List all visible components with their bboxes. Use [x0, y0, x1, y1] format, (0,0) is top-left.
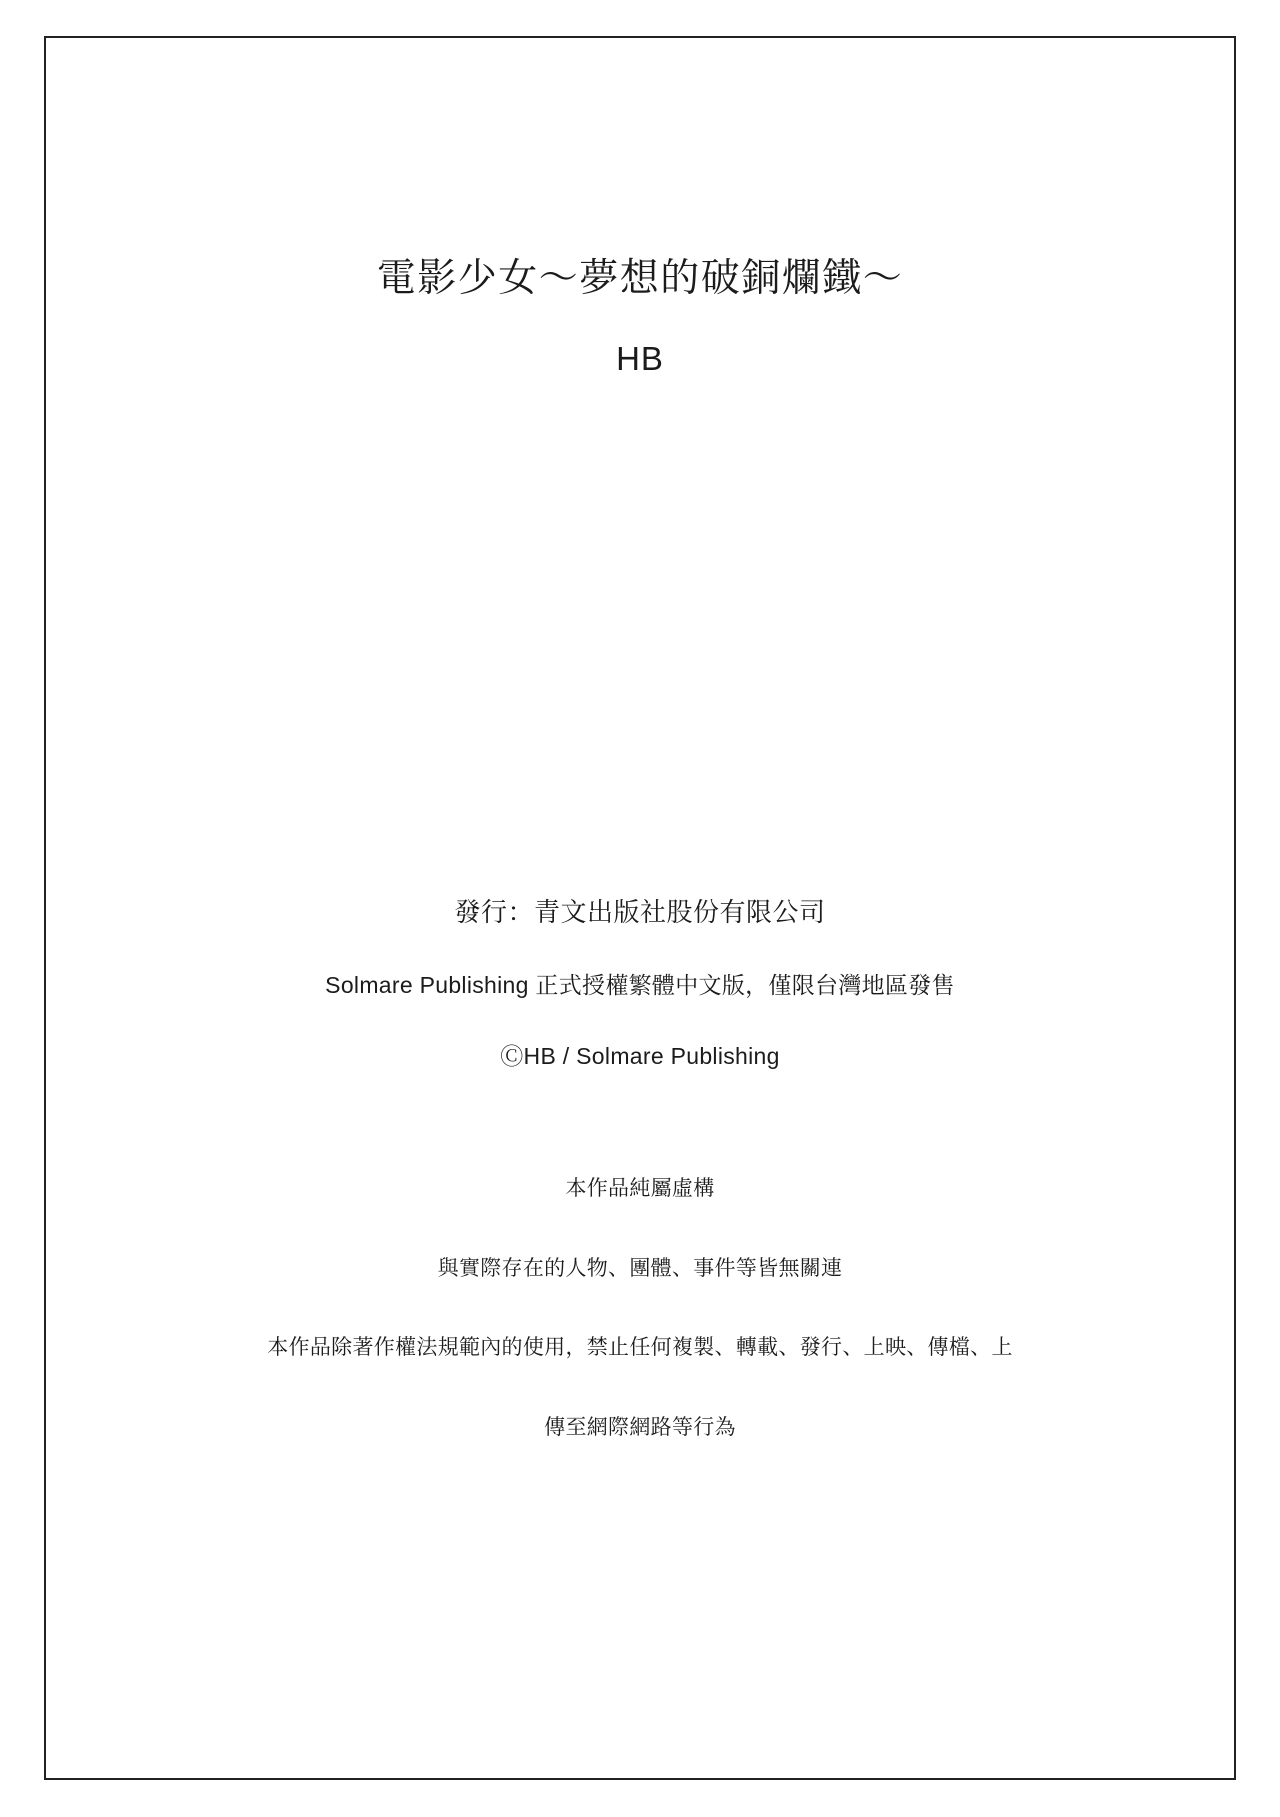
colophon-content — [46, 38, 1234, 1778]
page-title: 電影少女～夢想的破銅爛鐵～ — [376, 257, 904, 300]
copyright-notice: ⒸHB / Solmare Publishing — [500, 1042, 780, 1069]
disclaimer-line: 與實際存在的人物、團體、事件等皆無關連 — [437, 1256, 843, 1280]
license-statement: Solmare Publishing 正式授權繁體中文版，僅限台灣地區發售 — [325, 972, 955, 998]
publisher-block — [46, 893, 1234, 1073]
disclaimer-line: 本作品除著作權法規範內的使用，禁止任何複製、轉載、發行、上映、傳檔、上 — [267, 1336, 1013, 1359]
page-border-frame — [44, 36, 1236, 1780]
publisher-name: 發行：青文出版社股份有限公司 — [454, 897, 826, 927]
title-block — [46, 253, 1234, 382]
author-name: HB — [616, 339, 664, 377]
disclaimer-line: 傳至網際網路等行為 — [544, 1415, 736, 1439]
disclaimer-line: 本作品純屬虛構 — [565, 1177, 715, 1200]
disclaimer-block — [46, 1173, 1234, 1443]
